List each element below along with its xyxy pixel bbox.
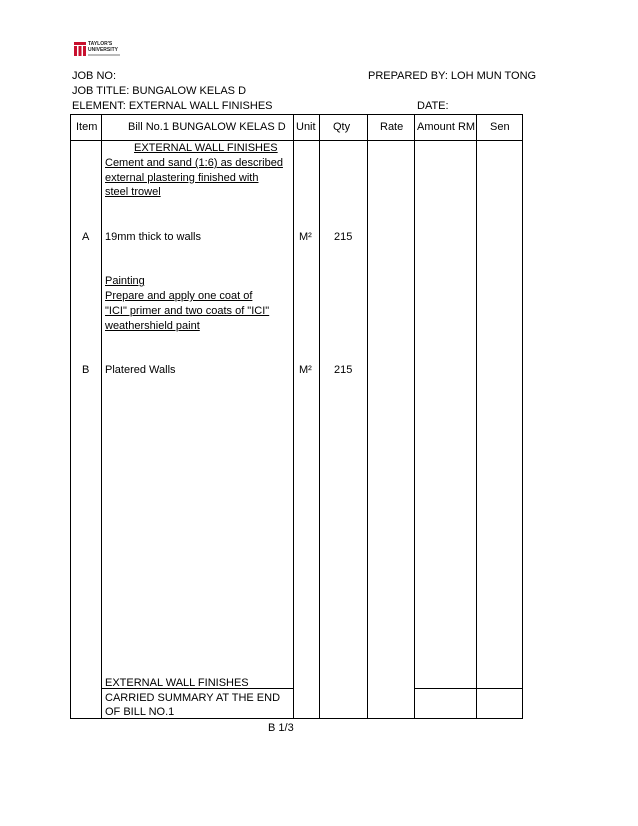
page-reference: B 1/3 [268,722,294,734]
col-header-description: Bill No.1 BUNGALOW KELAS D [128,121,286,133]
row-a-unit: M² [299,231,312,243]
amount-total-divider [414,688,522,689]
row-b-qty: 215 [334,364,353,376]
table-bottom-border [70,718,522,719]
col-header-qty: Qty [333,121,351,133]
row-a-description: 19mm thick to walls [105,231,201,243]
col-border-desc [293,114,294,719]
job-no-label: JOB NO: [72,70,117,82]
col-header-sen: Sen [490,121,510,133]
col-header-unit: Unit [296,121,316,133]
row-a-qty: 215 [334,231,353,243]
col-header-rate: Rate [380,121,404,133]
section-heading: EXTERNAL WALL FINISHES [134,142,278,154]
row-b-unit: M² [299,364,312,376]
logo-wordmark [88,41,118,53]
col-border-rate [414,114,415,719]
element-label: ELEMENT: EXTERNAL WALL FINISHES [72,100,273,112]
table-top-border [70,114,522,115]
row-b-description: Platered Walls [105,364,176,376]
prepared-by-label: PREPARED BY: LOH MUN TONG [368,70,537,82]
date-label: DATE: [417,100,449,112]
university-logo [74,40,122,60]
job-title-label: JOB TITLE: BUNGALOW KELAS D [72,85,247,97]
carried-summary-line-1: CARRIED SUMMARY AT THE END [105,692,281,704]
col-border-unit [319,114,320,719]
row-a-item: A [82,231,90,243]
col-header-item: Item [76,121,98,133]
painting-heading: Painting [105,275,145,287]
desc-a-line-1: Cement and sand (1:6) as described [105,157,283,169]
header-bottom-border [70,140,522,141]
desc-b-line-1: Prepare and apply one coat of [105,290,253,302]
desc-b-line-2: "ICI" primer and two coats of "ICI" [105,305,270,317]
col-border-item [101,114,102,719]
carried-summary-line-2: OF BILL NO.1 [105,706,175,718]
footer-total-label: EXTERNAL WALL FINISHES [105,677,249,689]
logo-mark-icon [74,42,86,56]
col-border-qty [367,114,368,719]
logo-line-2: UNIVERSITY [88,47,119,53]
col-header-amount: Amount RM [417,121,476,133]
logo-tagline [88,54,120,56]
row-b-item: B [82,364,90,376]
logo-line-1: TAYLOR'S [88,41,113,47]
col-border-right [522,114,523,719]
desc-b-line-3: weathershield paint [105,320,200,332]
desc-a-line-2: external plastering finished with [105,172,259,184]
desc-a-line-3: steel trowel [105,186,161,198]
col-border-left [70,114,71,719]
col-border-amount [476,114,477,719]
